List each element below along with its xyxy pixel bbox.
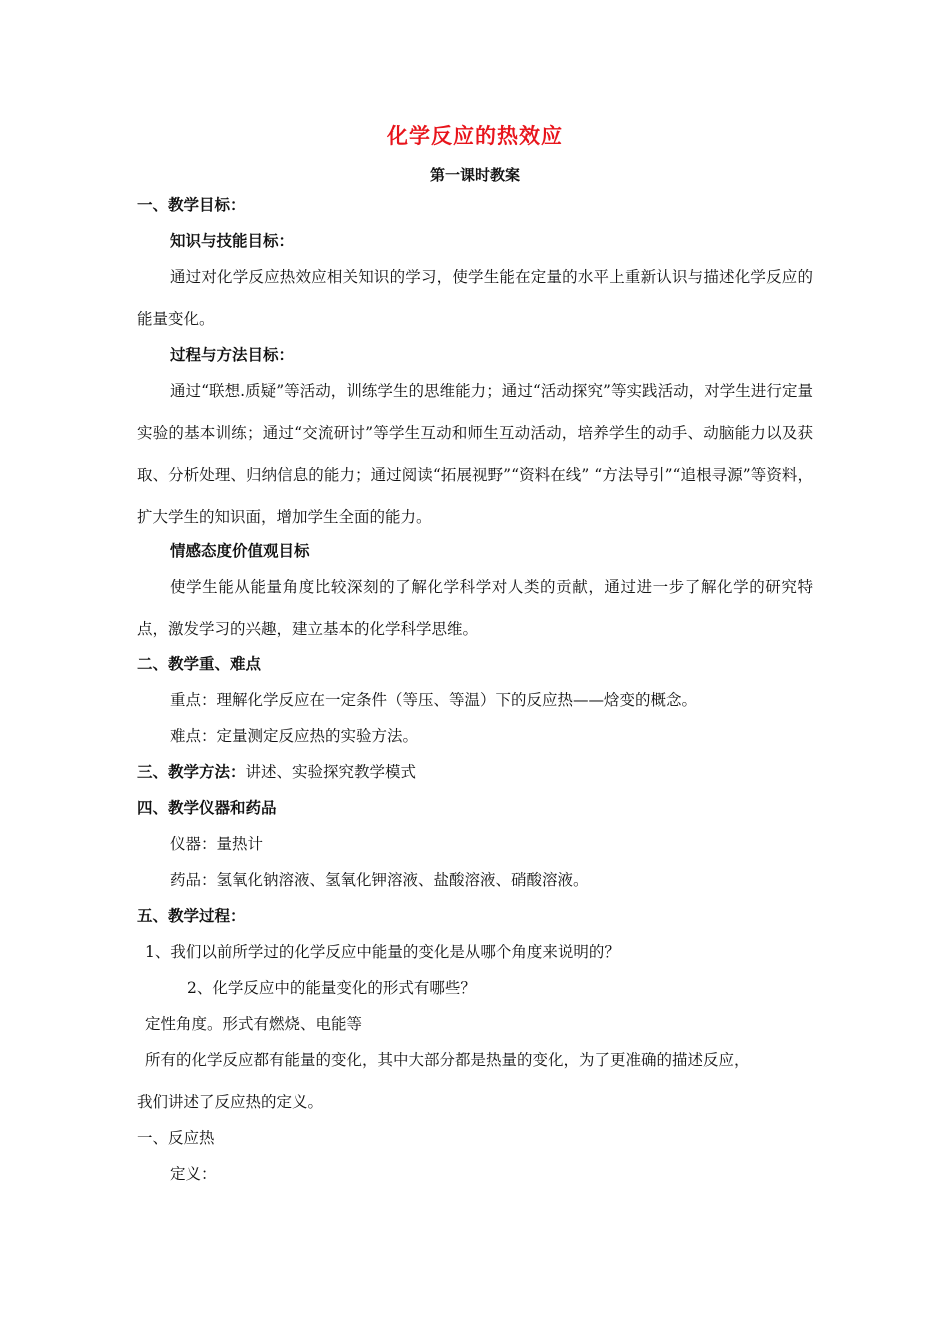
chemicals-text: 药品：氢氧化钠溶液、氢氧化钾溶液、盐酸溶液、硝酸溶液。 [170, 871, 589, 889]
paragraph-emotion-values: 使学生能从能量角度比较深刻的了解化学科学对人类的贡献，通过进一步了解化学的研究特点，激发学习的兴趣，建立基本的化学科学思维。 [137, 578, 813, 638]
section-heading-key-points: 二、教学重、难点 [137, 655, 262, 673]
definition-label: 定义： [170, 1165, 217, 1183]
section-methods-line [137, 761, 416, 783]
subheading-knowledge-skills: 知识与技能目标： [170, 232, 295, 250]
paragraph-knowledge-skills: 通过对化学反应热效应相关知识的学习，使学生能在定量的水平上重新认识与描述化学反应的能量变化。 [137, 268, 813, 328]
subheading-process-methods: 过程与方法目标： [170, 346, 295, 364]
methods-text: 讲述、实验探究教学模式 [245, 763, 417, 781]
intro-text-line-1: 所有的化学反应都有能量的变化，其中大部分都是热量的变化，为了更准确的描述反应， [145, 1051, 750, 1069]
answer-text: 定性角度。形式有燃烧、电能等 [145, 1015, 363, 1033]
question-1: 1、我们以前所学过的化学反应中能量的变化是从哪个角度来说明的？ [145, 943, 620, 961]
key-point-text: 重点：理解化学反应在一定条件（等压、等温）下的反应热——焓变的概念。 [170, 691, 698, 709]
section-heading-equipment: 四、教学仪器和药品 [137, 799, 277, 817]
subheading-reaction-heat: 一、反应热 [137, 1129, 215, 1147]
section-heading-methods: 三、教学方法： [137, 763, 246, 781]
subheading-emotion-values: 情感态度价值观目标 [170, 542, 310, 560]
paragraph-process-methods: 通过“联想.质疑”等活动，训练学生的思维能力；通过“活动探究”等实践活动，对学生进行定量实验的基本训练；通过“交流研讨”等学生互动和师生互动活动，培养学生的动手、动脑能力以及获取、分析处理、归纳信息的能力；通过阅读“拓展视野”“资料在线” “方法导引”“追根寻源”等资料，扩大学生的知识面，增加学生全面的能力。 [137, 382, 813, 526]
document-subtitle: 第一课时教案 [429, 166, 520, 184]
document-title: 化学反应的热效应 [387, 124, 563, 148]
section-heading-process: 五、教学过程： [137, 907, 246, 925]
question-2: 2、化学反应中的能量变化的形式有哪些？ [187, 979, 476, 997]
instruments-text: 仪器：量热计 [170, 835, 264, 853]
intro-text-line-2: 我们讲述了反应热的定义。 [137, 1093, 324, 1111]
section-heading-objectives: 一、教学目标： [137, 196, 246, 214]
difficult-point-text: 难点：定量测定反应热的实验方法。 [170, 727, 419, 745]
